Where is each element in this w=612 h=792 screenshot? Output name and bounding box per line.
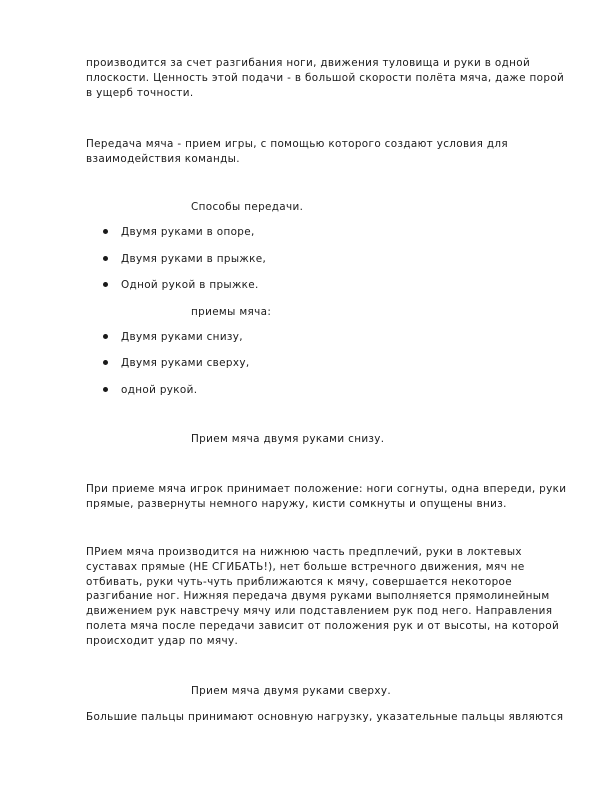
list-item: Двумя руками в прыжке, bbox=[121, 253, 267, 265]
bullet-dot bbox=[103, 360, 108, 365]
bullet-dot bbox=[103, 334, 108, 339]
receive-methods-title: приемы мяча: bbox=[191, 306, 272, 318]
text-line: разгибание ног. Нижняя передача двумя руками выполняется прямолинейным bbox=[86, 590, 550, 603]
text-line: производится за счет разгибания ноги, движения туловища и руки в одной bbox=[86, 57, 531, 69]
text-line: движением рук навстречу мячу или подставлением рук под него. Направления bbox=[86, 605, 553, 618]
list-item: одной рукой. bbox=[121, 384, 198, 396]
text-line: взаимодействия команды. bbox=[86, 152, 240, 165]
text-line: в ущерб точности. bbox=[86, 86, 194, 99]
text-line: полета мяча после передачи зависит от положения рук и от высоты, на которой bbox=[86, 619, 560, 632]
text-line: ПРием мяча производится на нижнюю часть предплечий, руки в локтевых bbox=[86, 546, 522, 558]
text-line: Большие пальцы принимают основную нагрузку, указательные пальцы являются bbox=[86, 711, 564, 723]
section-title-top-receive: Прием мяча двумя руками сверху. bbox=[191, 685, 392, 697]
text-line: отбивать, руки чуть-чуть приближаются к мячу, совершается некоторое bbox=[86, 575, 512, 588]
text-line: прямые, развернуты немного наружу, кисти сомкнуты и опущены вниз. bbox=[86, 497, 507, 510]
text-line: При приеме мяча игрок принимает положение: ноги согнуты, одна впереди, руки bbox=[86, 483, 567, 495]
pass-definition-paragraph bbox=[86, 137, 576, 167]
text-line: Передача мяча - прием игры, с помощью которого создают условия для bbox=[86, 138, 508, 150]
bottom-receive-paragraph-1 bbox=[86, 482, 576, 512]
text-line: происходит удар по мячу. bbox=[86, 634, 239, 647]
list-item: Одной рукой в прыжке. bbox=[121, 279, 259, 291]
list-item: Двумя руками сверху, bbox=[121, 357, 250, 369]
list-item: Двумя руками снизу, bbox=[121, 331, 243, 343]
text-line: суставах прямые (НЕ СГИБАТЬ!), нет больше встречного движения, мяч не bbox=[86, 560, 525, 573]
bullet-dot bbox=[103, 229, 108, 234]
top-receive-paragraph-1 bbox=[86, 710, 576, 725]
bullet-dot bbox=[103, 387, 108, 392]
intro-paragraph bbox=[86, 56, 576, 100]
list-item: Двумя руками в опоре, bbox=[121, 226, 255, 238]
bullet-dot bbox=[103, 256, 108, 261]
pass-methods-title: Способы передачи. bbox=[191, 201, 304, 213]
bullet-dot bbox=[103, 282, 108, 287]
section-title-bottom-receive: Прием мяча двумя руками снизу. bbox=[191, 433, 385, 445]
text-line: плоскости. Ценность этой подачи - в большой скорости полёта мяча, даже порой bbox=[86, 71, 565, 84]
bottom-receive-paragraph-2 bbox=[86, 545, 576, 649]
